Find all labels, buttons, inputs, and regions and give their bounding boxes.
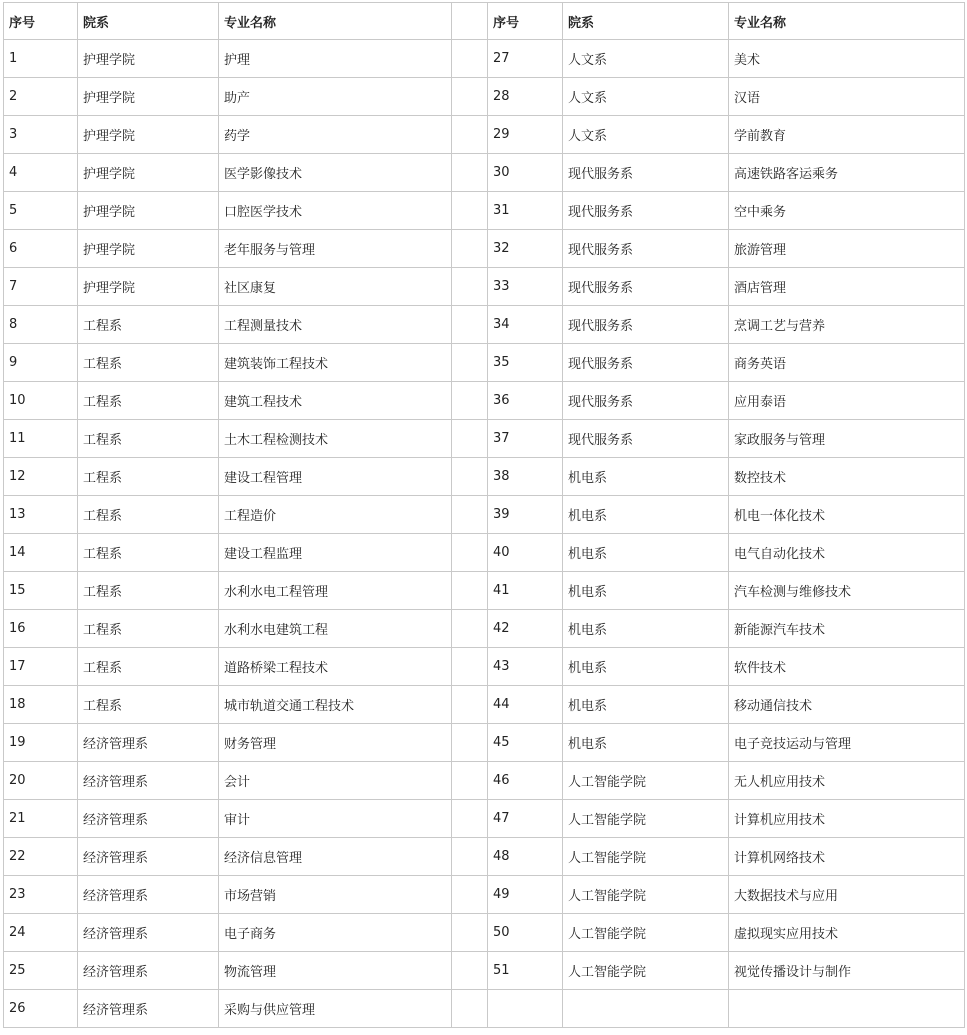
index-cell-left: 10: [4, 382, 78, 420]
major-cell-left: 财务管理: [219, 724, 452, 762]
index-cell-right: 46: [488, 762, 563, 800]
index-cell-left: 11: [4, 420, 78, 458]
spacer-cell: [452, 952, 488, 990]
major-cell-left: 药学: [219, 116, 452, 154]
index-cell-right: 38: [488, 458, 563, 496]
table-row: [4, 78, 965, 116]
table-row: [4, 268, 965, 306]
table-row: [4, 116, 965, 154]
major-cell-left: 护理: [219, 40, 452, 78]
department-cell-right: 现代服务系: [563, 306, 729, 344]
department-cell-left: 经济管理系: [78, 838, 219, 876]
index-cell-left: 12: [4, 458, 78, 496]
department-cell-left: 工程系: [78, 648, 219, 686]
major-cell-right: 视觉传播设计与制作: [729, 952, 965, 990]
department-cell-left: 工程系: [78, 534, 219, 572]
major-cell-left: 口腔医学技术: [219, 192, 452, 230]
table-body: [4, 40, 965, 1028]
major-cell-left: 采购与供应管理: [219, 990, 452, 1028]
index-cell-left: 1: [4, 40, 78, 78]
major-cell-left: 市场营销: [219, 876, 452, 914]
major-cell-right: 美术: [729, 40, 965, 78]
major-cell-right: 电气自动化技术: [729, 534, 965, 572]
spacer-cell: [452, 534, 488, 572]
major-cell-left: 建设工程管理: [219, 458, 452, 496]
department-cell-right: 机电系: [563, 724, 729, 762]
spacer-cell: [452, 800, 488, 838]
major-cell-right: 无人机应用技术: [729, 762, 965, 800]
index-cell-left: 2: [4, 78, 78, 116]
index-cell-right: 47: [488, 800, 563, 838]
spacer-cell: [452, 154, 488, 192]
major-cell-left: 工程造价: [219, 496, 452, 534]
department-cell-right: 人工智能学院: [563, 952, 729, 990]
department-cell-right: 现代服务系: [563, 154, 729, 192]
index-cell-right: 39: [488, 496, 563, 534]
header-department-left: 院系: [78, 3, 219, 40]
department-cell-left: 经济管理系: [78, 762, 219, 800]
header-major-left: 专业名称: [219, 3, 452, 40]
major-cell-right: 学前教育: [729, 116, 965, 154]
index-cell-left: 15: [4, 572, 78, 610]
table-row: [4, 648, 965, 686]
department-cell-left: 经济管理系: [78, 952, 219, 990]
spacer-cell: [452, 876, 488, 914]
major-cell-right: 计算机网络技术: [729, 838, 965, 876]
index-cell-left: 24: [4, 914, 78, 952]
spacer-cell: [452, 420, 488, 458]
index-cell-left: 5: [4, 192, 78, 230]
index-cell-left: 16: [4, 610, 78, 648]
index-cell-right: 35: [488, 344, 563, 382]
major-cell-left: 经济信息管理: [219, 838, 452, 876]
major-cell-left: 社区康复: [219, 268, 452, 306]
department-cell-left: 工程系: [78, 420, 219, 458]
department-cell-left: 工程系: [78, 306, 219, 344]
department-cell-right: 机电系: [563, 648, 729, 686]
table-row: [4, 762, 965, 800]
spacer-cell: [452, 382, 488, 420]
header-index-right: 序号: [488, 3, 563, 40]
spacer-cell: [452, 648, 488, 686]
department-cell-left: 工程系: [78, 686, 219, 724]
spacer-cell: [452, 192, 488, 230]
department-cell-left: 工程系: [78, 382, 219, 420]
department-cell-right: 人文系: [563, 40, 729, 78]
department-cell-right: 现代服务系: [563, 420, 729, 458]
spacer-cell: [452, 78, 488, 116]
table-row: [4, 230, 965, 268]
major-cell-right: 空中乘务: [729, 192, 965, 230]
table-row: [4, 838, 965, 876]
major-cell-right: 应用泰语: [729, 382, 965, 420]
major-cell-right: 数控技术: [729, 458, 965, 496]
department-cell-left: 护理学院: [78, 116, 219, 154]
index-cell-left: 7: [4, 268, 78, 306]
index-cell-right: 42: [488, 610, 563, 648]
index-cell-right: 41: [488, 572, 563, 610]
major-cell-left: 老年服务与管理: [219, 230, 452, 268]
department-cell-left: 护理学院: [78, 192, 219, 230]
table-row: [4, 192, 965, 230]
spacer-cell: [452, 40, 488, 78]
major-cell-right: 旅游管理: [729, 230, 965, 268]
index-cell-right: 28: [488, 78, 563, 116]
department-cell-left: 护理学院: [78, 40, 219, 78]
major-cell-right: 烹调工艺与营养: [729, 306, 965, 344]
spacer-cell: [452, 306, 488, 344]
index-cell-right: 36: [488, 382, 563, 420]
department-cell-right: 人文系: [563, 116, 729, 154]
index-cell-right: 37: [488, 420, 563, 458]
department-cell-right: 现代服务系: [563, 344, 729, 382]
table-row: [4, 990, 965, 1028]
table-row: [4, 40, 965, 78]
index-cell-left: 26: [4, 990, 78, 1028]
table-row: [4, 154, 965, 192]
major-cell-right: 商务英语: [729, 344, 965, 382]
department-cell-left: 护理学院: [78, 78, 219, 116]
department-cell-left: 经济管理系: [78, 724, 219, 762]
index-cell-right: 33: [488, 268, 563, 306]
table-row: [4, 572, 965, 610]
major-cell-left: 建设工程监理: [219, 534, 452, 572]
header-index-left: 序号: [4, 3, 78, 40]
department-cell-left: 经济管理系: [78, 876, 219, 914]
department-cell-right: 机电系: [563, 610, 729, 648]
index-cell-right: 34: [488, 306, 563, 344]
index-cell-right: 51: [488, 952, 563, 990]
major-cell-right: 高速铁路客运乘务: [729, 154, 965, 192]
table-row: [4, 496, 965, 534]
table-row: [4, 952, 965, 990]
major-cell-right: 家政服务与管理: [729, 420, 965, 458]
spacer-cell: [452, 268, 488, 306]
department-cell-left: 工程系: [78, 458, 219, 496]
major-cell-right: 计算机应用技术: [729, 800, 965, 838]
table-row: [4, 914, 965, 952]
index-cell-left: 14: [4, 534, 78, 572]
department-cell-left: 工程系: [78, 496, 219, 534]
major-cell-left: 建筑装饰工程技术: [219, 344, 452, 382]
index-cell-right: 43: [488, 648, 563, 686]
spacer-cell: [452, 686, 488, 724]
department-cell-right: 机电系: [563, 496, 729, 534]
major-cell-left: 物流管理: [219, 952, 452, 990]
index-cell-left: 13: [4, 496, 78, 534]
major-cell-right: 电子竞技运动与管理: [729, 724, 965, 762]
table-row: [4, 686, 965, 724]
spacer-cell: [452, 458, 488, 496]
major-cell-right: 汉语: [729, 78, 965, 116]
major-cell-left: 水利水电工程管理: [219, 572, 452, 610]
major-cell-right: 虚拟现实应用技术: [729, 914, 965, 952]
table-row: [4, 534, 965, 572]
major-cell-left: 土木工程检测技术: [219, 420, 452, 458]
table-row: [4, 306, 965, 344]
major-cell-left: 审计: [219, 800, 452, 838]
department-cell-left: 工程系: [78, 344, 219, 382]
major-cell-left: 道路桥梁工程技术: [219, 648, 452, 686]
major-cell-left: 城市轨道交通工程技术: [219, 686, 452, 724]
department-cell-right: 人工智能学院: [563, 914, 729, 952]
table-row: [4, 420, 965, 458]
spacer-cell: [452, 344, 488, 382]
index-cell-right: [488, 990, 563, 1028]
spacer-cell: [452, 990, 488, 1028]
index-cell-left: 23: [4, 876, 78, 914]
spacer-cell: [452, 610, 488, 648]
index-cell-right: 30: [488, 154, 563, 192]
department-cell-right: 人工智能学院: [563, 762, 729, 800]
department-cell-right: 机电系: [563, 686, 729, 724]
department-cell-right: 机电系: [563, 534, 729, 572]
index-cell-right: 50: [488, 914, 563, 952]
department-cell-left: 经济管理系: [78, 914, 219, 952]
department-cell-right: 人工智能学院: [563, 800, 729, 838]
department-cell-right: 现代服务系: [563, 230, 729, 268]
index-cell-right: 44: [488, 686, 563, 724]
department-cell-left: 经济管理系: [78, 800, 219, 838]
index-cell-right: 40: [488, 534, 563, 572]
index-cell-left: 22: [4, 838, 78, 876]
index-cell-right: 48: [488, 838, 563, 876]
spacer-cell: [452, 762, 488, 800]
department-cell-left: 护理学院: [78, 268, 219, 306]
major-cell-right: [729, 990, 965, 1028]
table-row: [4, 610, 965, 648]
major-cell-right: 酒店管理: [729, 268, 965, 306]
department-cell-left: 工程系: [78, 572, 219, 610]
index-cell-left: 6: [4, 230, 78, 268]
table-row: [4, 458, 965, 496]
department-cell-right: 现代服务系: [563, 382, 729, 420]
major-cell-right: 移动通信技术: [729, 686, 965, 724]
major-cell-left: 水利水电建筑工程: [219, 610, 452, 648]
department-cell-right: 机电系: [563, 572, 729, 610]
spacer-cell: [452, 914, 488, 952]
table-row: [4, 344, 965, 382]
major-cell-right: 软件技术: [729, 648, 965, 686]
major-cell-left: 医学影像技术: [219, 154, 452, 192]
department-cell-right: 人工智能学院: [563, 838, 729, 876]
department-cell-left: 护理学院: [78, 230, 219, 268]
department-cell-right: 机电系: [563, 458, 729, 496]
index-cell-left: 25: [4, 952, 78, 990]
spacer-cell: [452, 230, 488, 268]
major-cell-left: 建筑工程技术: [219, 382, 452, 420]
index-cell-left: 18: [4, 686, 78, 724]
table-row: [4, 382, 965, 420]
index-cell-right: 27: [488, 40, 563, 78]
major-cell-right: 汽车检测与维修技术: [729, 572, 965, 610]
majors-table: [3, 2, 965, 1028]
header-spacer: [452, 3, 488, 40]
index-cell-left: 17: [4, 648, 78, 686]
header-row: [4, 3, 965, 40]
index-cell-right: 32: [488, 230, 563, 268]
index-cell-right: 49: [488, 876, 563, 914]
department-cell-right: 现代服务系: [563, 268, 729, 306]
major-cell-right: 新能源汽车技术: [729, 610, 965, 648]
department-cell-right: 现代服务系: [563, 192, 729, 230]
major-cell-left: 工程测量技术: [219, 306, 452, 344]
department-cell-left: 护理学院: [78, 154, 219, 192]
department-cell-left: 工程系: [78, 610, 219, 648]
spacer-cell: [452, 724, 488, 762]
major-cell-left: 助产: [219, 78, 452, 116]
table-row: [4, 724, 965, 762]
index-cell-right: 29: [488, 116, 563, 154]
department-cell-right: [563, 990, 729, 1028]
spacer-cell: [452, 572, 488, 610]
table-row: [4, 800, 965, 838]
spacer-cell: [452, 496, 488, 534]
spacer-cell: [452, 838, 488, 876]
major-cell-left: 会计: [219, 762, 452, 800]
major-cell-right: 机电一体化技术: [729, 496, 965, 534]
header-department-right: 院系: [563, 3, 729, 40]
index-cell-left: 8: [4, 306, 78, 344]
index-cell-left: 3: [4, 116, 78, 154]
department-cell-right: 人文系: [563, 78, 729, 116]
index-cell-right: 31: [488, 192, 563, 230]
table-row: [4, 876, 965, 914]
index-cell-left: 20: [4, 762, 78, 800]
major-cell-left: 电子商务: [219, 914, 452, 952]
header-major-right: 专业名称: [729, 3, 965, 40]
index-cell-left: 4: [4, 154, 78, 192]
department-cell-right: 人工智能学院: [563, 876, 729, 914]
major-cell-right: 大数据技术与应用: [729, 876, 965, 914]
index-cell-right: 45: [488, 724, 563, 762]
index-cell-left: 9: [4, 344, 78, 382]
spacer-cell: [452, 116, 488, 154]
department-cell-left: 经济管理系: [78, 990, 219, 1028]
index-cell-left: 21: [4, 800, 78, 838]
index-cell-left: 19: [4, 724, 78, 762]
